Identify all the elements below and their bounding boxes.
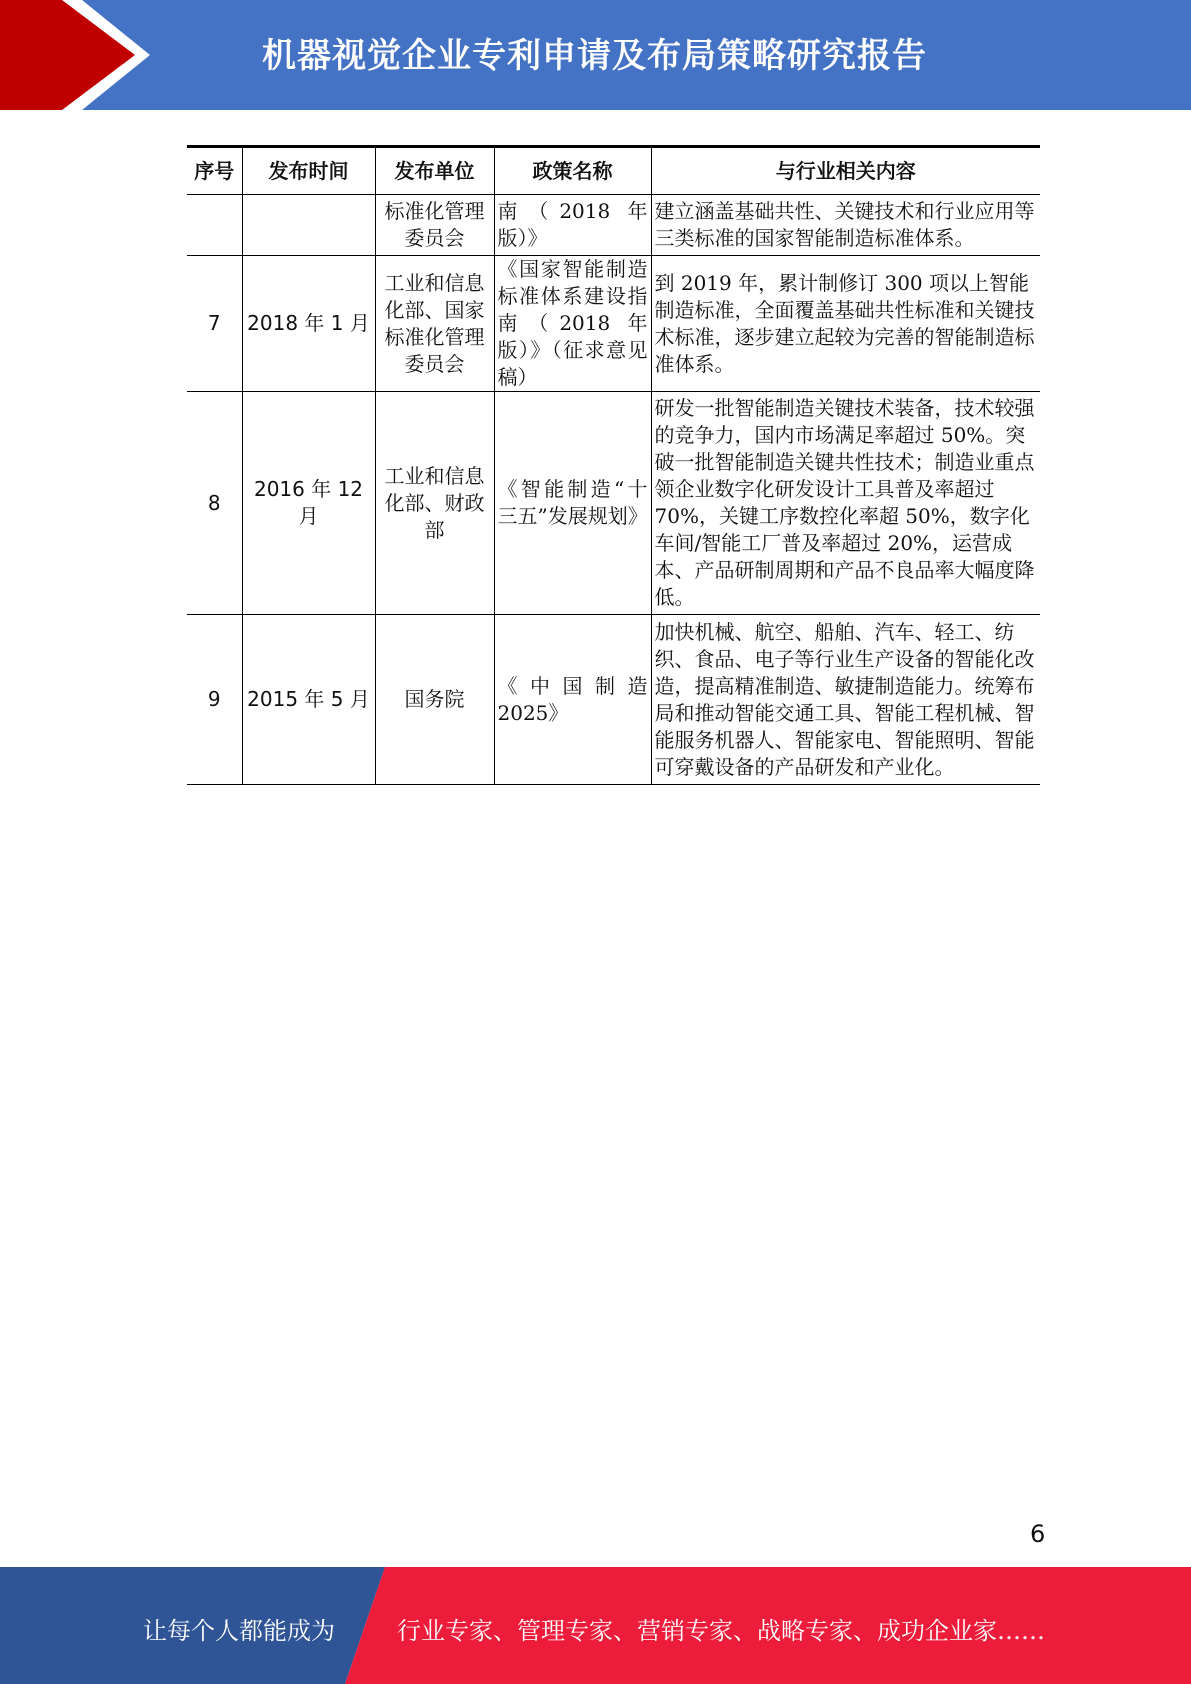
cell-number: 8 [187, 392, 242, 615]
cell-date: 2018 年 1 月 [242, 256, 375, 392]
cell-date [242, 195, 375, 256]
policy-table [187, 145, 1040, 785]
column-header-content: 与行业相关内容 [651, 147, 1040, 195]
cell-number: 9 [187, 615, 242, 785]
cell-unit: 工业和信息化部、国家标准化管理委员会 [375, 256, 494, 392]
table-header-row [187, 147, 1040, 195]
footer-slogan-left: 让每个人都能成为 [143, 1617, 335, 1645]
header-arrow-decoration [0, 0, 160, 110]
table-row [187, 392, 1040, 615]
cell-number [187, 195, 242, 256]
cell-unit: 国务院 [375, 615, 494, 785]
cell-content: 到 2019 年，累计制修订 300 项以上智能制造标准，全面覆盖基础共性标准和关键技术标准，逐步建立起较为完善的智能制造标准体系。 [651, 256, 1040, 392]
cell-unit: 工业和信息化部、财政部 [375, 392, 494, 615]
column-header-unit: 发布单位 [375, 147, 494, 195]
table-row [187, 615, 1040, 785]
header-band [0, 0, 1191, 110]
cell-content: 建立涵盖基础共性、关键技术和行业应用等三类标准的国家智能制造标准体系。 [651, 195, 1040, 256]
cell-policy-name: 南（2018 年版）》 [494, 195, 651, 256]
cell-number: 7 [187, 256, 242, 392]
cell-policy-name: 《国家智能制造标准体系建设指南（2018 年版）》（征求意见稿） [494, 256, 651, 392]
cell-policy-name: 《智能制造“十三五”发展规划》 [494, 392, 651, 615]
cell-date: 2016 年 12 月 [242, 392, 375, 615]
footer-slogan-right: 行业专家、管理专家、营销专家、战略专家、成功企业家…… [397, 1617, 1045, 1645]
column-header-number: 序号 [187, 147, 242, 195]
column-header-policy-name: 政策名称 [494, 147, 651, 195]
table-row [187, 195, 1040, 256]
report-title: 机器视觉企业专利申请及布局策略研究报告 [262, 36, 927, 76]
cell-unit: 标准化管理委员会 [375, 195, 494, 256]
page-number: 6 [1030, 1520, 1046, 1548]
column-header-date: 发布时间 [242, 147, 375, 195]
footer-band [0, 1567, 1191, 1684]
cell-policy-name: 《中国制造 2025》 [494, 615, 651, 785]
cell-content: 加快机械、航空、船舶、汽车、轻工、纺织、食品、电子等行业生产设备的智能化改造，提高精准制造、敏捷制造能力。统筹布局和推动智能交通工具、智能工程机械、智能服务机器人、智能家电、智能照明、智能可穿戴设备的产品研发和产业化。 [651, 615, 1040, 785]
table-row [187, 256, 1040, 392]
cell-date: 2015 年 5 月 [242, 615, 375, 785]
cell-content: 研发一批智能制造关键技术装备，技术较强的竞争力，国内市场满足率超过 50%。突破一批智能制造关键共性技术；制造业重点领企业数字化研发设计工具普及率超过 70%，关键工序数控化率超 50%，数字化车间/智能工厂普及率超过 20%，运营成本、产品研制周期和产品不良品率大幅度降低。 [651, 392, 1040, 615]
